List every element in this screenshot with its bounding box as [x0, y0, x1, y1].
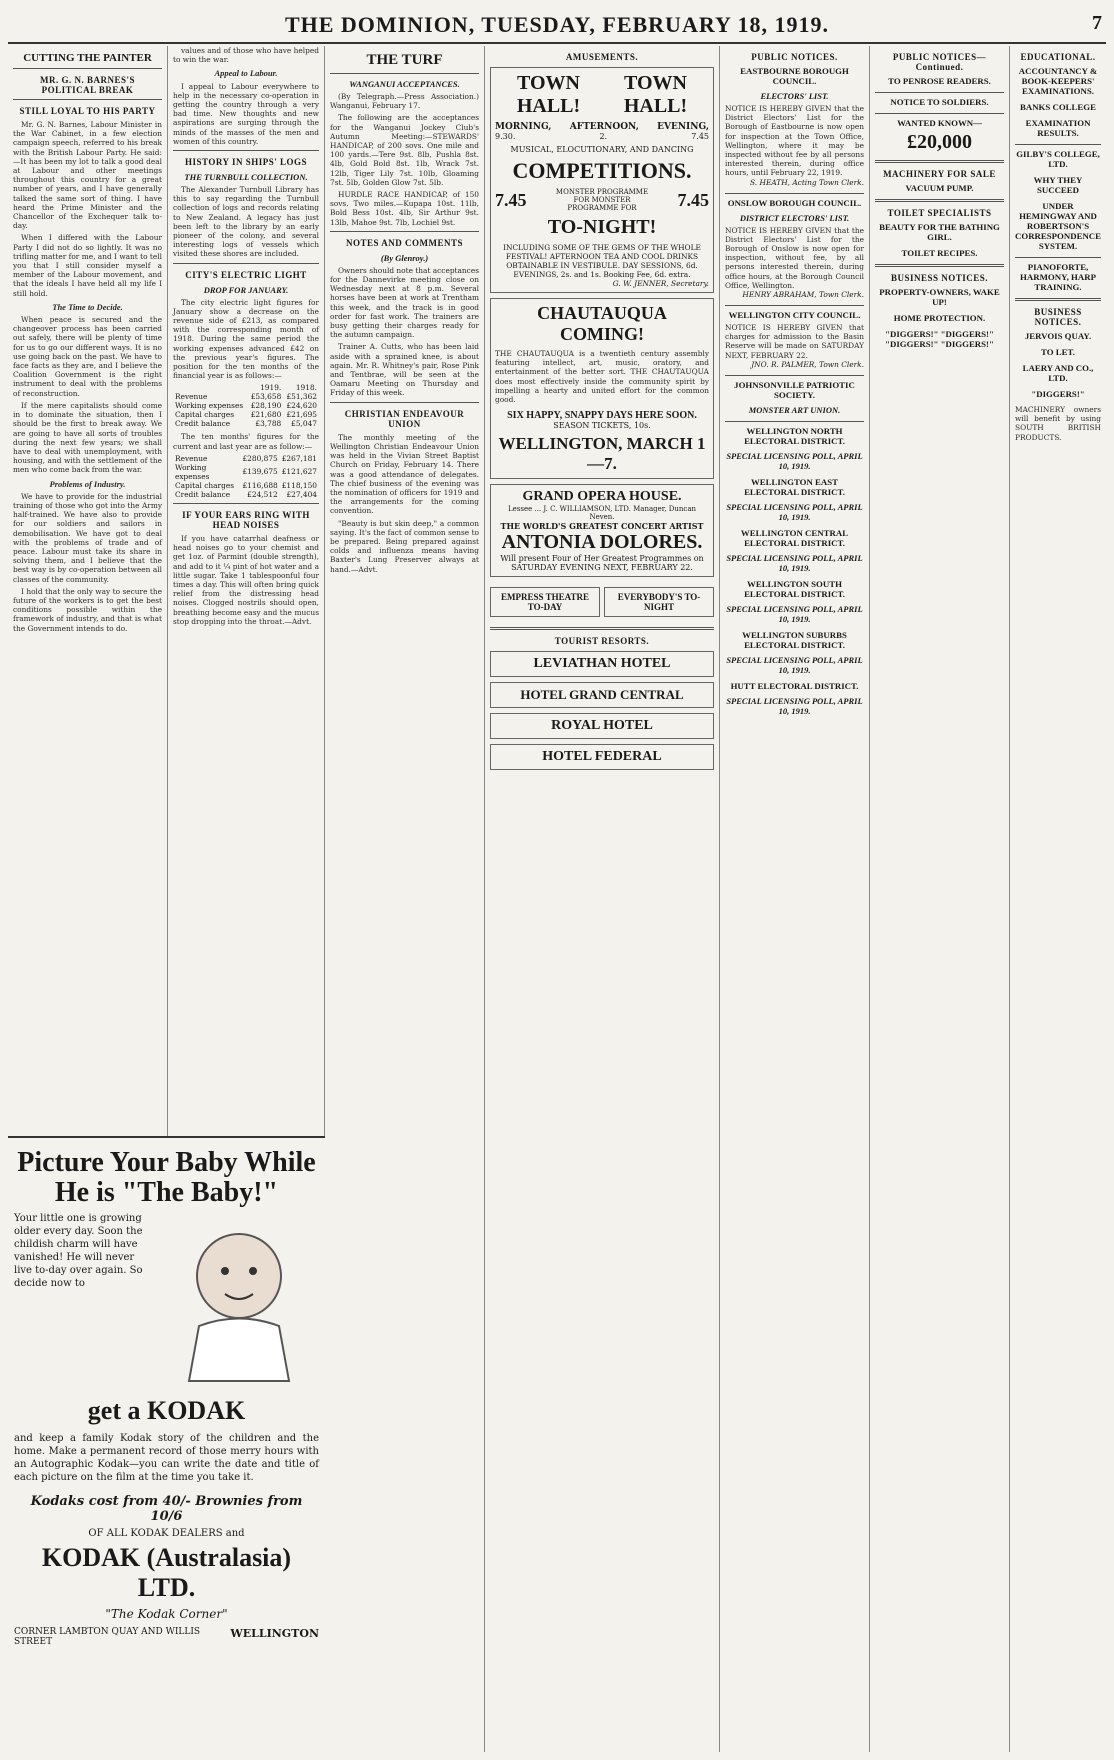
- hotel-title: HOTEL GRAND CENTRAL: [520, 687, 684, 703]
- notice-title: TO LET.: [1041, 347, 1075, 357]
- public-notice: [725, 528, 864, 573]
- tonight-body: INCLUDING SOME OF THE GEMS OF THE WHOLE FESTIVAL! AFTERNOON TEA AND COOL DRINKS OBTAINABLE IN VESTIBULE. DAY SESSIONS, 6d. EVENINGS, 2s. and 1s. Booking Fee, 6d. extra.: [503, 243, 701, 279]
- table-row: [173, 481, 319, 490]
- paragraph: When I differed with the Labour Party I did not do so lightly. It was no trifling matter for me, and I want to tell you that I still consider myself a member of the Labour movement, and that the ideals I have held all my life I still hold.: [13, 233, 162, 298]
- notice-title: HUTT ELECTORAL DISTRICT.: [730, 680, 859, 691]
- table-cell: £21,695: [286, 410, 317, 420]
- table-cell: Capital charges: [175, 480, 234, 490]
- chautauqua-slogan: SIX HAPPY, SNAPPY DAYS HERE SOON.: [507, 410, 697, 422]
- hotel-ad: [490, 713, 714, 739]
- column-4: [485, 46, 720, 1752]
- notice-title: GILBY'S COLLEGE, LTD.: [1016, 149, 1100, 169]
- educational-ad: [1015, 175, 1101, 195]
- baby-illustration-icon: [159, 1216, 319, 1386]
- paragraph: The ten months' figures for the current and last year are as follow:—: [173, 432, 319, 451]
- paragraph: Mr. G. N. Barnes, Labour Minister in the War Cabinet, in a few election campaign speech, referred to his break with the British Labour Party. He said:—It has been my lot to talk a good deal at Labour and other meetings throughout this country for a great number of years, and I have generally talked the same sort of thing. I have heard the Prime Minister and the Chancellor of the Exchequer talk to-day.: [13, 120, 162, 231]
- business-ad: [1015, 405, 1101, 442]
- hotel-ad: [490, 744, 714, 770]
- notice-title: "DIGGERS!" "DIGGERS!" "DIGGERS!" "DIGGERS!": [885, 329, 994, 349]
- article-kicker: STILL LOYAL TO HIS PARTY: [19, 106, 156, 116]
- toilet-ad: [875, 222, 1004, 242]
- public-notice: [725, 477, 864, 522]
- chautauqua-body: THE CHAUTAUQUA is a twentieth century assembly featuring intellect, art, music, oratory, and entertainment of the better sort. THE CHAUTAUQUA does most effectively inside the community spirit by impelling a hearty and united effort for the common good.: [495, 349, 709, 405]
- public-notice: [725, 310, 864, 369]
- competition-categories: MUSICAL, ELOCUTIONARY, AND DANCING: [510, 145, 694, 154]
- town-hall-title: TOWN HALL!: [623, 72, 688, 117]
- stats-table: [173, 454, 319, 499]
- notice-title: WELLINGTON NORTH ELECTORAL DISTRICT.: [744, 425, 845, 446]
- notice-subtitle: SPECIAL LICENSING POLL, APRIL 10, 1919.: [726, 450, 863, 471]
- notice-title: ONSLOW BOROUGH COUNCIL.: [727, 197, 862, 208]
- notice-title: PIANOFORTE, HARMONY, HARP TRAINING.: [1020, 262, 1096, 292]
- paragraph: HURDLE RACE HANDICAP, of 150 sovs. Two miles.—Kupapa 10st. 11lb, Bold Bess 10st. 4lb, Sir Arthur 9st. 13lb, Mahoe 9st. 7lb, Lochiel 9st.: [330, 190, 479, 227]
- notice-subtitle: SPECIAL LICENSING POLL, APRIL 10, 1919.: [726, 552, 863, 573]
- public-notice: [725, 380, 864, 415]
- section-heading: MACHINERY FOR SALE: [883, 169, 996, 179]
- public-notice: [875, 97, 1004, 107]
- dateline: (By Telegraph.—Press Association.) Wanganui, February 17.: [330, 92, 479, 111]
- article-heading: HISTORY IN SHIPS' LOGS: [185, 157, 307, 168]
- table-cell: £121,627: [281, 467, 317, 477]
- business-ad: [1015, 363, 1101, 383]
- kodak-address: CORNER LAMBTON QUAY AND WILLIS STREET: [14, 1627, 201, 1647]
- notice-subtitle: MONSTER ART UNION.: [748, 404, 841, 415]
- notice-title: WELLINGTON CENTRAL ELECTORAL DISTRICT.: [740, 527, 849, 548]
- hotel-ad: [490, 682, 714, 708]
- table-row: [173, 463, 319, 481]
- stats-table: [173, 383, 319, 428]
- public-notice: [725, 681, 864, 716]
- hotel-title: ROYAL HOTEL: [551, 718, 653, 734]
- notice-subtitle: DISTRICT ELECTORS' LIST.: [739, 212, 850, 223]
- opera-house-title: GRAND OPERA HOUSE.: [522, 489, 682, 505]
- paragraph: I hold that the only way to secure the future of the workers is to get the best conditions possible within the framework of industry, and that is what the Government intends to do.: [13, 586, 162, 633]
- notice-title: WELLINGTON SOUTH ELECTORAL DISTRICT.: [744, 578, 845, 599]
- chautauqua-ad: [490, 298, 714, 479]
- section-heading: BUSINESS NOTICES.: [1034, 307, 1082, 327]
- town-hall-ad: [490, 67, 714, 293]
- table-row: [173, 490, 319, 499]
- table-cell: £51,362: [286, 392, 317, 402]
- masthead: [8, 6, 1106, 44]
- antonia-title: ANTONIA DOLORES.: [501, 531, 703, 554]
- session-time: 7.45: [677, 189, 709, 210]
- table-cell: £24,512: [247, 489, 278, 499]
- column-7: [1010, 46, 1106, 1752]
- antonia-body: Will present Four of Her Greatest Programmes on SATURDAY EVENING NEXT, FEBRUARY 22.: [500, 554, 704, 573]
- table-cell: Credit balance: [175, 419, 231, 429]
- empress-ad: [490, 587, 600, 617]
- table-cell: £280,875: [242, 453, 278, 463]
- notice-title: HOME PROTECTION.: [893, 313, 986, 323]
- kodak-prices: Kodaks cost from 40/- Brownies from 10/6: [30, 1494, 303, 1524]
- business-ad: [875, 287, 1004, 307]
- table-cell: £21,680: [250, 410, 282, 420]
- table-row: [173, 419, 319, 428]
- article-body: [13, 120, 162, 633]
- table-cell: £116,688: [242, 480, 278, 490]
- opera-lessee: Lessee ... J. C. WILLIAMSON, LTD. Manager, Duncan Neven.: [507, 505, 697, 522]
- notice-title: WELLINGTON SUBURBS ELECTORAL DISTRICT.: [742, 629, 847, 650]
- public-notice: [725, 426, 864, 471]
- public-notice: [725, 579, 864, 624]
- table-cell: £24,620: [286, 401, 317, 411]
- business-ad: [1015, 331, 1101, 341]
- public-notice: [725, 198, 864, 299]
- table-cell: Revenue: [175, 392, 208, 402]
- session-label: AFTERNOON,: [569, 122, 639, 132]
- notice-title: NOTICE TO SOLDIERS.: [890, 97, 989, 107]
- notice-subtitle: SPECIAL LICENSING POLL, APRIL 10, 1919.: [726, 654, 863, 675]
- table-cell: £3,788: [255, 419, 282, 429]
- section-heading: PUBLIC NOTICES—Continued.: [892, 52, 987, 72]
- table-cell: Revenue: [175, 453, 208, 463]
- kodak-body-2: and keep a family Kodak story of the children and the home. Make a permanent record of those merry hours with an Autographic Kodak—you can write the date and title of each picture on the film at the time you take it.: [14, 1433, 319, 1483]
- article-heading: CHRISTIAN ENDEAVOUR UNION: [344, 408, 465, 429]
- page-number: 7: [1092, 12, 1102, 34]
- paragraph: If the mere capitalists should come in to dominate the situation, then I should be the first to break away. We are going to have all sorts of troubles during the next few years; we shall have to deal with unemployment, with housing, and with the settlement of the men who come back from the war.: [13, 400, 162, 475]
- article-heading: CITY'S ELECTRIC LIGHT: [185, 269, 307, 280]
- educational-ad: [1015, 118, 1101, 138]
- notice-title: JOHNSONVILLE PATRIOTIC SOCIETY.: [734, 379, 855, 400]
- table-cell: £118,150: [281, 480, 317, 490]
- public-notice: [725, 630, 864, 675]
- wanted-amount: £20,000: [907, 131, 972, 153]
- opera-house-ad: [490, 484, 714, 577]
- notice-subtitle: SPECIAL LICENSING POLL, APRIL 10, 1919.: [726, 695, 863, 716]
- section-subhead: DROP FOR JANUARY.: [203, 284, 289, 295]
- notice-subtitle: SPECIAL LICENSING POLL, APRIL 10, 1919.: [726, 603, 863, 624]
- section-subhead: THE TURNBULL COLLECTION.: [184, 172, 308, 183]
- business-ad: [875, 329, 1004, 349]
- byline: (By Glenroy.): [380, 252, 429, 263]
- table-row: [173, 454, 319, 463]
- signature: G. W. JENNER, Secretary.: [612, 279, 709, 288]
- paragraph: If you have catarrhal deafness or head noises go to your chemist and get 1oz. of Parmint (double strength), and add to it ¼ pint of hot water and a little sugar. Take 1 tablespoonful four times a day. This will often bring quick relief from the distressing head noises. Clogged nostrils should open, breathing become easy and the mucus stop dropping into the throat.—Advt.: [173, 533, 319, 626]
- table-cell: £139,675: [242, 467, 278, 477]
- session-time: 7.45: [495, 189, 527, 210]
- toilet-ad: [875, 248, 1004, 258]
- notice-title: WELLINGTON CITY COUNCIL.: [728, 310, 861, 321]
- notice-body: NOTICE IS HEREBY GIVEN that the District Electors' List for the Borough of Eastbourne is now open for inspection at the Town Office, Wellington, where it may be inspected without fee by all persons interested therein, during office hours, until February 22, 1919.: [725, 104, 864, 178]
- column-5: [720, 46, 870, 1752]
- table-row: [173, 410, 319, 419]
- chautauqua-title: CHAUTAUQUA COMING!: [537, 303, 667, 344]
- paragraph: Trainer A. Cutts, who has been laid aside with a sprained knee, is about again. Mr. R. Whitney's pair, Rose Pink and Tentbrae, will be seen at the Oamaru Meeting on Thursday and Friday of this week.: [330, 342, 479, 398]
- programme-note: MONSTER PROGRAMME FOR MONSTER PROGRAMME FOR: [555, 188, 649, 212]
- public-notice: [875, 76, 1004, 86]
- session-time: 2.: [599, 132, 608, 141]
- hotel-title: LEVIATHAN HOTEL: [533, 656, 671, 672]
- table-cell: Credit balance: [175, 489, 231, 499]
- kodak-dealers: OF ALL KODAK DEALERS and: [88, 1528, 245, 1539]
- business-ad: [875, 313, 1004, 323]
- section-heading: THE TURF: [366, 52, 443, 68]
- paragraph: The monthly meeting of the Wellington Christian Endeavour Union was held in the Vivian Street Baptist Church on Friday, February 14. There was a good attendance of delegates. The chief business of the evening was the nomination of officers for 1919 and the arrangements for the coming convention.: [330, 432, 479, 516]
- columns: [8, 46, 1106, 1754]
- notice-title: BANKS COLLEGE: [1019, 102, 1096, 112]
- article-subheading: MR. G. N. BARNES'S POLITICAL BREAK: [39, 75, 135, 95]
- paragraph: When peace is secured and the changeover process has been carried out safely, there will be plenty of time for us to go our different ways. It is no use going back on the past. We have to face facts as they are, and I believe the Coalition Government is the right instrument to deal with the problems of reconstruction.: [13, 315, 162, 398]
- business-ad: [1015, 389, 1101, 399]
- hotel-title: HOTEL FEDERAL: [542, 749, 662, 765]
- notice-title: WHY THEY SUCCEED: [1033, 175, 1083, 195]
- table-cell: Working expenses: [175, 462, 210, 481]
- article-heading: NOTES AND COMMENTS: [345, 237, 463, 248]
- kodak-corner: "The Kodak Corner": [105, 1607, 228, 1621]
- notice-title: EASTBOURNE BOROUGH COUNCIL.: [740, 66, 849, 86]
- kodak-body: Your little one is growing older every day. Soon the childish charm will have vanished! He will never live to-day over again. So decide now to: [14, 1213, 143, 1289]
- column-3: [325, 46, 485, 1752]
- section-heading: PUBLIC NOTICES.: [751, 52, 838, 62]
- notice-title: LAERY AND CO., LTD.: [1022, 363, 1094, 383]
- educational-ad: [1015, 102, 1101, 112]
- notice-subtitle: SPECIAL LICENSING POLL, APRIL 10, 1919.: [726, 501, 863, 522]
- competitions-title: COMPETITIONS.: [512, 158, 692, 183]
- section-heading: AMUSEMENTS.: [565, 52, 639, 62]
- public-notice: [725, 66, 864, 187]
- section-heading: BUSINESS NOTICES.: [890, 273, 989, 283]
- paragraph: We have to provide for the industrial training of those who got into the Army half-trained. We have also to provide for our soldiers and sailors in demobilisation. We have got to deal with the problems of trade and of peace. Labour must take its share in solving them, and I believe that the best way is by co-operation between all classes of the community.: [13, 491, 162, 584]
- signature: HENRY ABRAHAM, Town Clerk.: [742, 290, 864, 300]
- table-header: 1919.: [260, 383, 282, 393]
- notice-title: TOILET RECIPES.: [901, 248, 978, 258]
- session-time: 7.45: [691, 132, 709, 141]
- kodak-headline: Picture Your Baby While He is "The Baby!": [17, 1147, 316, 1208]
- everybodys-ad: [604, 587, 714, 617]
- educational-ad: [1015, 149, 1101, 169]
- table-row: [173, 401, 319, 410]
- notice-title: ACCOUNTANCY & BOOK-KEEPERS' EXAMINATIONS.: [1018, 66, 1098, 96]
- section-subhead: Appeal to Labour.: [214, 68, 278, 79]
- machinery-ad: [875, 183, 1004, 193]
- session-label: MORNING,: [495, 122, 552, 132]
- signature: JNO. R. PALMER, Town Clerk.: [751, 359, 864, 369]
- town-hall-title: TOWN HALL!: [516, 72, 581, 117]
- educational-ad: [1015, 262, 1101, 292]
- section-heading: EDUCATIONAL.: [1020, 52, 1096, 62]
- notice-subtitle: ELECTORS' LIST.: [760, 91, 829, 101]
- section-heading: TOURIST RESORTS.: [554, 636, 650, 647]
- kodak-company: KODAK (Australasia) LTD.: [41, 1543, 292, 1602]
- signature: S. HEATH, Acting Town Clerk.: [750, 177, 864, 187]
- chautauqua-dates: WELLINGTON, MARCH 1—7.: [498, 434, 706, 474]
- chautauqua-tickets: SEASON TICKETS, 10s.: [553, 421, 651, 431]
- article-heading: IF YOUR EARS RING WITH HEAD NOISES: [182, 509, 310, 530]
- notice-title: BEAUTY FOR THE BATHING GIRL.: [879, 222, 1000, 242]
- session-label: EVENING,: [657, 122, 709, 132]
- paragraph: "Beauty is but skin deep," a common saying. It's the fact of common sense to be prepared. Being prepared against colds and influenza means having Baxter's Lung Preserver always at hand.—Advt.: [330, 518, 479, 574]
- table-cell: £5,047: [291, 419, 317, 429]
- table-cell: £28,190: [250, 401, 282, 411]
- masthead-title: THE DOMINION, TUESDAY, FEBRUARY 18, 1919.: [284, 12, 830, 37]
- paragraph: The city electric light figures for January show a decrease on the revenue side of £213, as compared with the corresponding month of 1918. During the same period the working expenses advanced £42 on the previous year's figures. The position for the ten months of the financial year is as follows:—: [173, 297, 319, 381]
- notice-body: NOTICE IS HEREBY GIVEN that the District Electors' List for the Borough of Onslow is now open for inspection, without fee, by all persons interested therein, during office hours, at the Borough Council Office, Wellington.: [725, 225, 864, 290]
- hotel-ad: [490, 651, 714, 677]
- paragraph: I appeal to Labour everywhere to help in the necessary co-operation in getting the country through a very bad time. New thoughts and new aspirations are surging through the minds of the masses of the men and women of this country.: [173, 81, 319, 146]
- section-heading: TOILET SPECIALISTS: [887, 208, 992, 218]
- table-cell: £27,404: [286, 489, 317, 499]
- table-cell: Working expenses: [175, 401, 244, 411]
- session-time: 9.30.: [495, 132, 516, 141]
- notice-title: PROPERTY-OWNERS, WAKE UP!: [879, 287, 1000, 307]
- educational-ad: [1015, 201, 1101, 251]
- notice-title: EXAMINATION RESULTS.: [1025, 118, 1091, 138]
- table-cell: £53,658: [250, 392, 282, 402]
- notice-body: MACHINERY owners will benefit by using SOUTH BRITISH PRODUCTS.: [1015, 405, 1101, 442]
- section-subhead: The Time to Decide.: [52, 301, 123, 312]
- paragraph: The Alexander Turnbull Library has this to say regarding the Turnbull collection of logs and records relating to New Zealand. A legacy has just been left to the library by an early pioneer of the colony, and several interesting logs of vessels which visited these shores are included.: [173, 185, 319, 259]
- notice-title: WELLINGTON EAST ELECTORAL DISTRICT.: [744, 476, 845, 497]
- opera-tagline: THE WORLD'S GREATEST CONCERT ARTIST: [500, 521, 704, 532]
- kodak-advertisement: [8, 1136, 325, 1752]
- notice-title: WANTED KNOWN—: [897, 118, 982, 128]
- table-cell: Capital charges: [175, 410, 234, 420]
- kodak-city: WELLINGTON: [230, 1627, 319, 1640]
- table-header: [173, 383, 248, 392]
- tonight-title: TO-NIGHT!: [547, 216, 657, 238]
- article-body: [173, 46, 319, 146]
- section-subhead: WANGANUI ACCEPTANCES.: [349, 79, 460, 89]
- table-row: [173, 392, 319, 401]
- wanted-ad: [875, 118, 1004, 154]
- paragraph: values and of those who have helped to win the war.: [173, 46, 319, 65]
- notice-title: VACUUM PUMP.: [905, 183, 974, 193]
- notice-title: TO PENROSE READERS.: [888, 76, 991, 86]
- educational-ad: [1015, 66, 1101, 96]
- table-cell: £267,181: [281, 453, 317, 463]
- notice-title: "DIGGERS!": [1031, 389, 1085, 399]
- kodak-cta: get a KODAK: [87, 1396, 246, 1425]
- column-6: [870, 46, 1010, 1752]
- section-subhead: Problems of Industry.: [49, 478, 126, 489]
- table-header: 1918.: [295, 383, 317, 393]
- article-heading: CUTTING THE PAINTER: [23, 52, 152, 64]
- business-ad: [1015, 347, 1101, 357]
- paragraph: Owners should note that acceptances for the Dannevirke meeting close on Wednesday next at 8 p.m. Several horses have been at work at Trentham this week, and the track is in good order for fast work. The trainers are busy getting their charges ready for the autumn campaign.: [330, 265, 479, 340]
- notice-title: UNDER HEMINGWAY AND ROBERTSON'S CORRESPONDENCE SYSTEM.: [1015, 201, 1102, 251]
- notice-title: JERVOIS QUAY.: [1024, 331, 1092, 341]
- empress-title: EMPRESS THEATRE TO-DAY: [501, 592, 589, 613]
- everybodys-title: EVERYBODY'S TO-NIGHT: [617, 592, 701, 613]
- notice-body: NOTICE IS HEREBY GIVEN that charges for admission to the Basin Reserve will be made on SATURDAY NEXT, FEBRUARY 22.: [725, 323, 864, 360]
- paragraph: The following are the acceptances for the Wanganui Jockey Club's Autumn Meeting:—STEWARDS' HANDICAP, of 200 sovs. One mile and 100 yards.—Tere 9st. 8lb, Pushla 8st. 4lb, Gold Bold 8st. 1lb, Wrack 7st. 12lb, Tiger Lily 7st. 10lb, Gloaming 7st. 5lb, Golden Glow 7st. 5lb.: [330, 113, 479, 187]
